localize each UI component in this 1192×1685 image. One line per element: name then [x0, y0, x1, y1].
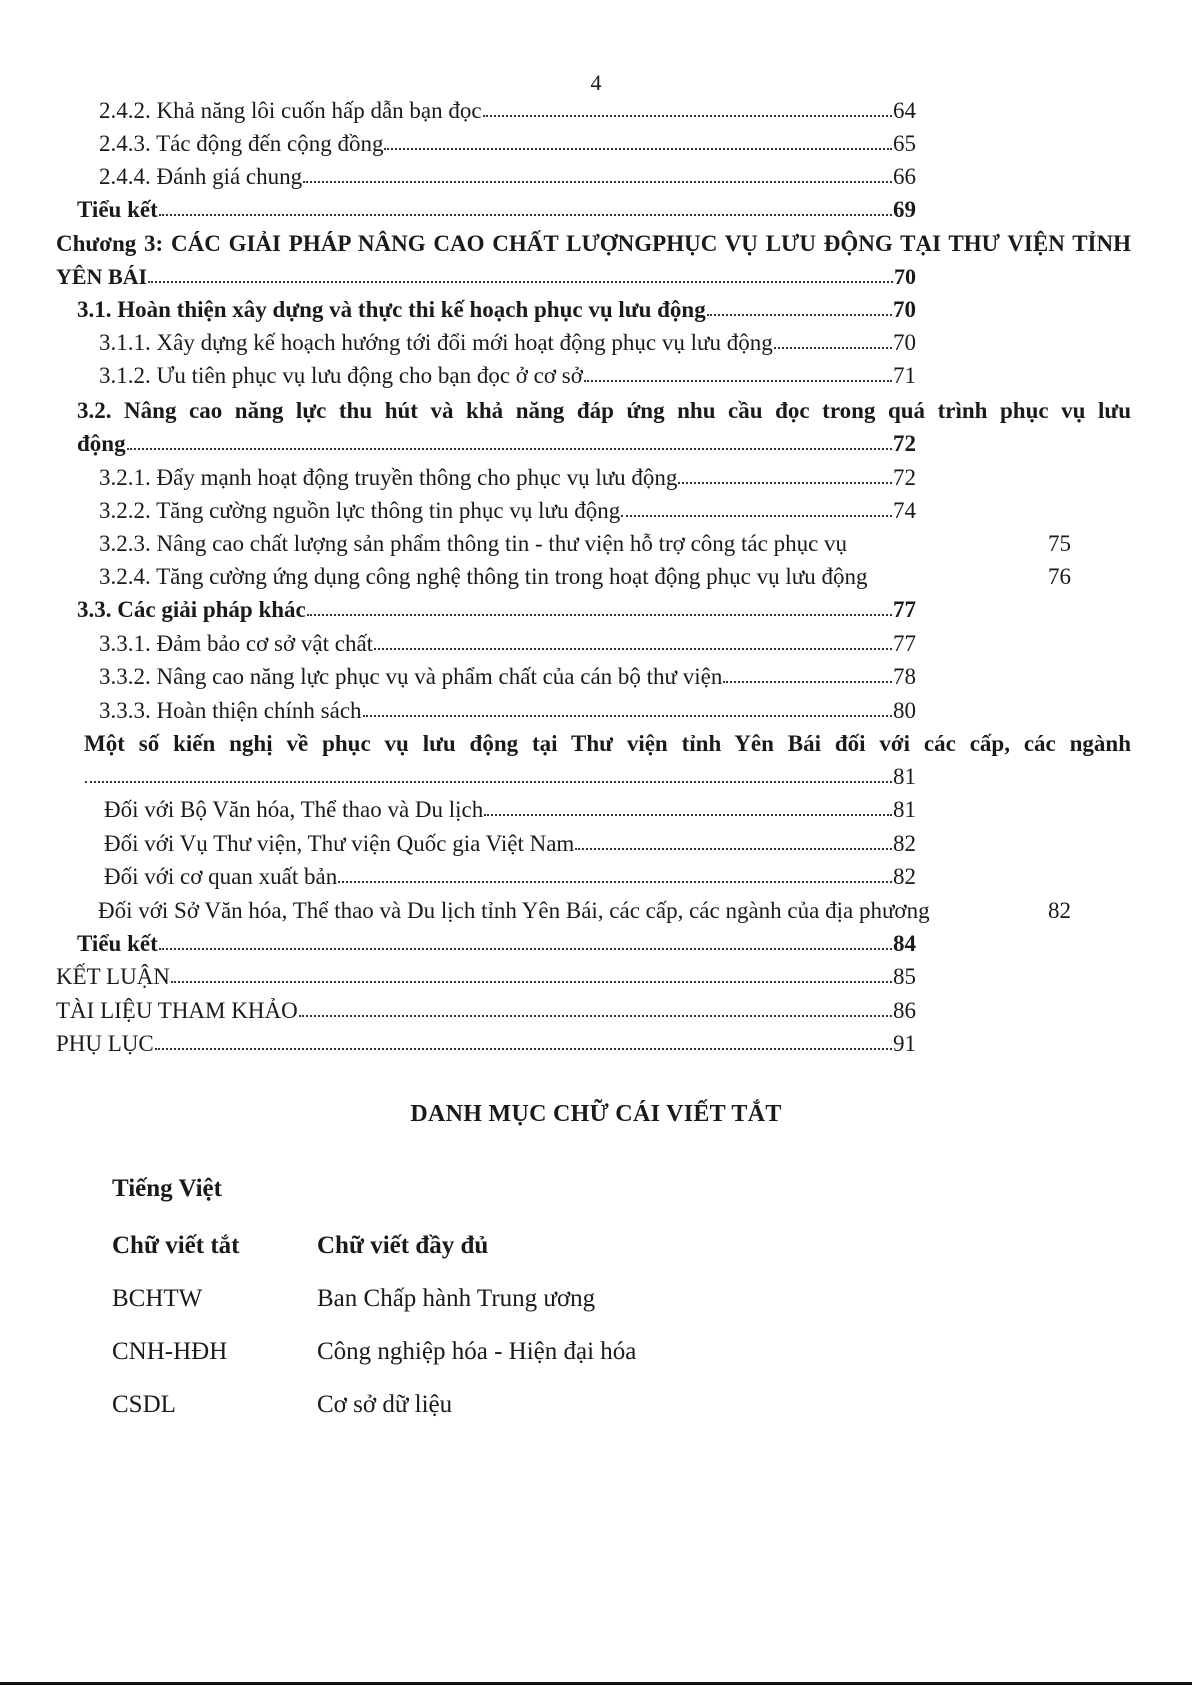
- toc-entry-title: YÊN BÁI: [56, 264, 148, 289]
- toc-entry-page: 70: [893, 330, 916, 355]
- toc-entry-phu-luc: [56, 1029, 916, 1059]
- toc-entry-title: 3.1. Hoàn thiện xây dựng và thực thi kế hoạch phục vụ lưu động: [77, 297, 706, 322]
- toc-entry-page: 70: [893, 297, 916, 322]
- toc-entry-page: 69: [893, 197, 916, 222]
- toc-entry-title: TÀI LIỆU THAM KHẢO: [56, 998, 298, 1023]
- toc-chapter-3-heading: Chương 3: CÁC GIẢI PHÁP NÂNG CAO CHẤT LƯỢNGPHỤC VỤ LƯU ĐỘNG TẠI THƯ VIỆN TỈNH: [56, 231, 1131, 256]
- abbreviation-full: Công nghiệp hóa - Hiện đại hóa: [317, 1338, 637, 1365]
- toc-entry-3-2-3: [99, 529, 1071, 559]
- toc-entry-3-1-2: [99, 361, 916, 391]
- toc-entry-3-3-2: [99, 662, 916, 692]
- toc-entry-title: Tiểu kết: [77, 931, 158, 956]
- toc-entry-title: Đối với Vụ Thư viện, Thư viện Quốc gia Việt Nam: [104, 831, 575, 856]
- dot-leader: [484, 794, 892, 816]
- dot-leader: [584, 360, 892, 382]
- toc-entry-recommendations-cont: [84, 762, 916, 792]
- abbreviations-title: DANH MỤC CHỮ CÁI VIẾT TẮT: [410, 1101, 782, 1127]
- toc-entry-page: 82: [1048, 898, 1071, 923]
- toc-entry-page: 75: [1048, 531, 1071, 556]
- toc-entry-page: 72: [893, 465, 916, 490]
- dot-leader: [774, 327, 892, 349]
- toc-entry-3-1-1: [99, 328, 916, 358]
- dot-leader: [159, 194, 892, 216]
- toc-entry-title: 3.3.2. Nâng cao năng lực phục vụ và phẩm chất của cán bộ thư viện: [99, 664, 723, 689]
- toc-chapter-3-heading-cont: [56, 262, 916, 292]
- toc-entry-title: 3.1.2. Ưu tiên phục vụ lưu động cho bạn đọc ở cơ sở: [99, 363, 583, 388]
- toc-entry-2-4-2: [99, 96, 916, 126]
- abbreviations-section-heading: Tiếng Việt: [112, 1175, 222, 1202]
- toc-entry-title: 2.4.2. Khả năng lôi cuốn hấp dẫn bạn đọc: [99, 98, 482, 123]
- toc-entry-title: Tiểu kết: [77, 197, 158, 222]
- toc-entry-3-2-1: [99, 463, 916, 493]
- toc-entry-title: 3.3.1. Đảm bảo cơ sở vật chất: [99, 631, 374, 656]
- dot-leader: [384, 128, 892, 150]
- dot-leader: [127, 428, 892, 450]
- toc-entry-page: 84: [893, 931, 916, 956]
- toc-entry-title: 3.2.1. Đẩy mạnh hoạt động truyền thông cho phục vụ lưu động: [99, 465, 678, 490]
- abbreviation-short: BCHTW: [112, 1285, 203, 1312]
- toc-entry-page: 78: [893, 664, 916, 689]
- dot-leader: [303, 161, 892, 183]
- toc-entry-page: 66: [893, 164, 916, 189]
- dot-leader: [723, 661, 892, 683]
- toc-entry-co-quan-xuat-ban: [104, 862, 916, 892]
- toc-entry-title: 3.2.2. Tăng cường nguồn lực thông tin phục vụ lưu động: [99, 498, 621, 523]
- toc-entry-title: 3.2.3. Nâng cao chất lượng sản phẩm thông tin - thư viện hỗ trợ công tác phục vụ: [99, 531, 848, 556]
- toc-entry-title: 3.3.3. Hoàn thiện chính sách: [99, 698, 362, 723]
- toc-entry-3-2: 3.2. Nâng cao năng lực thu hút và khả năng đáp ứng nhu cầu đọc trong quá trình phục vụ lưu: [77, 398, 1131, 423]
- dot-leader: [171, 961, 892, 983]
- dot-leader: [483, 95, 892, 117]
- dot-leader: [85, 761, 892, 783]
- abbreviation-full: Ban Chấp hành Trung ương: [317, 1285, 596, 1312]
- toc-entry-title: động: [77, 431, 126, 456]
- abbreviations-header-short: Chữ viết tắt: [112, 1232, 240, 1259]
- toc-entry-3-3-3: [99, 696, 916, 726]
- toc-entry-3-1: [77, 295, 916, 325]
- toc-entry-title: 3.3. Các giải pháp khác: [77, 597, 306, 622]
- toc-entry-tai-lieu-tham-khao: [56, 996, 916, 1026]
- dot-leader: [299, 995, 892, 1017]
- toc-entry-page: 81: [893, 764, 916, 789]
- dot-leader: [678, 462, 892, 484]
- dot-leader: [155, 1028, 892, 1050]
- abbreviations-header-full: Chữ viết đầy đủ: [317, 1232, 489, 1259]
- toc-entry-vu-thu-vien: [104, 829, 916, 859]
- toc-entry-title: 2.4.4. Đánh giá chung: [99, 164, 303, 189]
- toc-entry-title: KẾT LUẬN: [56, 964, 170, 989]
- toc-entry-3-2-4: [99, 562, 1071, 592]
- dot-leader: [307, 594, 892, 616]
- toc-entry-title: 3.2.4. Tăng cường ứng dụng công nghệ thông tin trong hoạt động phục vụ lưu động: [99, 564, 868, 589]
- toc-entry-3-3: [77, 595, 916, 625]
- toc-entry-title: Đối với Bộ Văn hóa, Thể thao và Du lịch: [104, 797, 484, 822]
- toc-entry-title: 2.4.3. Tác động đến cộng đồng: [99, 131, 384, 156]
- toc-entry-page: 65: [893, 131, 916, 156]
- toc-entry-page: 91: [893, 1031, 916, 1056]
- toc-entry-page: 71: [893, 363, 916, 388]
- toc-entry-3-2-2: [99, 496, 916, 526]
- dot-leader: [374, 628, 892, 650]
- toc-entry-title: Đối với cơ quan xuất bản: [104, 864, 338, 889]
- dot-leader: [575, 828, 892, 850]
- toc-entry-bo-van-hoa: [104, 795, 916, 825]
- toc-entry-3-2-cont: [77, 429, 916, 459]
- abbreviation-full: Cơ sở dữ liệu: [317, 1391, 453, 1418]
- toc-entry-title: PHỤ LỤC: [56, 1031, 154, 1056]
- toc-entry-page: 85: [893, 964, 916, 989]
- toc-entry-page: 77: [893, 631, 916, 656]
- toc-entry-page: 70: [894, 264, 916, 289]
- page-number: 4: [590, 70, 602, 95]
- toc-entry-title: Đối với Sở Văn hóa, Thể thao và Du lịch tỉnh Yên Bái, các cấp, các ngành của địa phương: [98, 898, 930, 923]
- dot-leader: [621, 495, 892, 517]
- toc-entry-tieu-ket-2: [77, 195, 916, 225]
- dot-leader: [338, 861, 892, 883]
- toc-entry-page: 77: [893, 597, 916, 622]
- dot-leader: [707, 294, 892, 316]
- toc-entry-page: 64: [893, 98, 916, 123]
- abbreviation-short: CNH-HĐH: [112, 1338, 228, 1365]
- toc-entry-page: 86: [893, 998, 916, 1023]
- toc-entry-tieu-ket-3: [77, 929, 916, 959]
- toc-entry-page: 72: [893, 431, 916, 456]
- toc-entry-2-4-4: [99, 162, 916, 192]
- dot-leader: [148, 261, 893, 283]
- toc-entry-title: 3.1.1. Xây dựng kế hoạch hướng tới đổi mới hoạt động phục vụ lưu động: [99, 330, 773, 355]
- toc-entry-page: 80: [893, 698, 916, 723]
- toc-entry-2-4-3: [99, 129, 916, 159]
- toc-entry-recommendations: Một số kiến nghị về phục vụ lưu động tại Thư viện tỉnh Yên Bái đối với các cấp, các ngành: [84, 731, 1131, 756]
- toc-entry-page: 82: [893, 864, 916, 889]
- toc-entry-page: 74: [893, 498, 916, 523]
- toc-entry-page: 76: [1048, 564, 1071, 589]
- toc-entry-page: 81: [893, 797, 916, 822]
- toc-entry-ket-luan: [56, 962, 916, 992]
- dot-leader: [363, 695, 892, 717]
- dot-leader: [159, 928, 892, 950]
- toc-entry-so-van-hoa: [98, 896, 1071, 926]
- abbreviation-short: CSDL: [112, 1391, 176, 1418]
- toc-entry-page: 82: [893, 831, 916, 856]
- toc-entry-3-3-1: [99, 629, 916, 659]
